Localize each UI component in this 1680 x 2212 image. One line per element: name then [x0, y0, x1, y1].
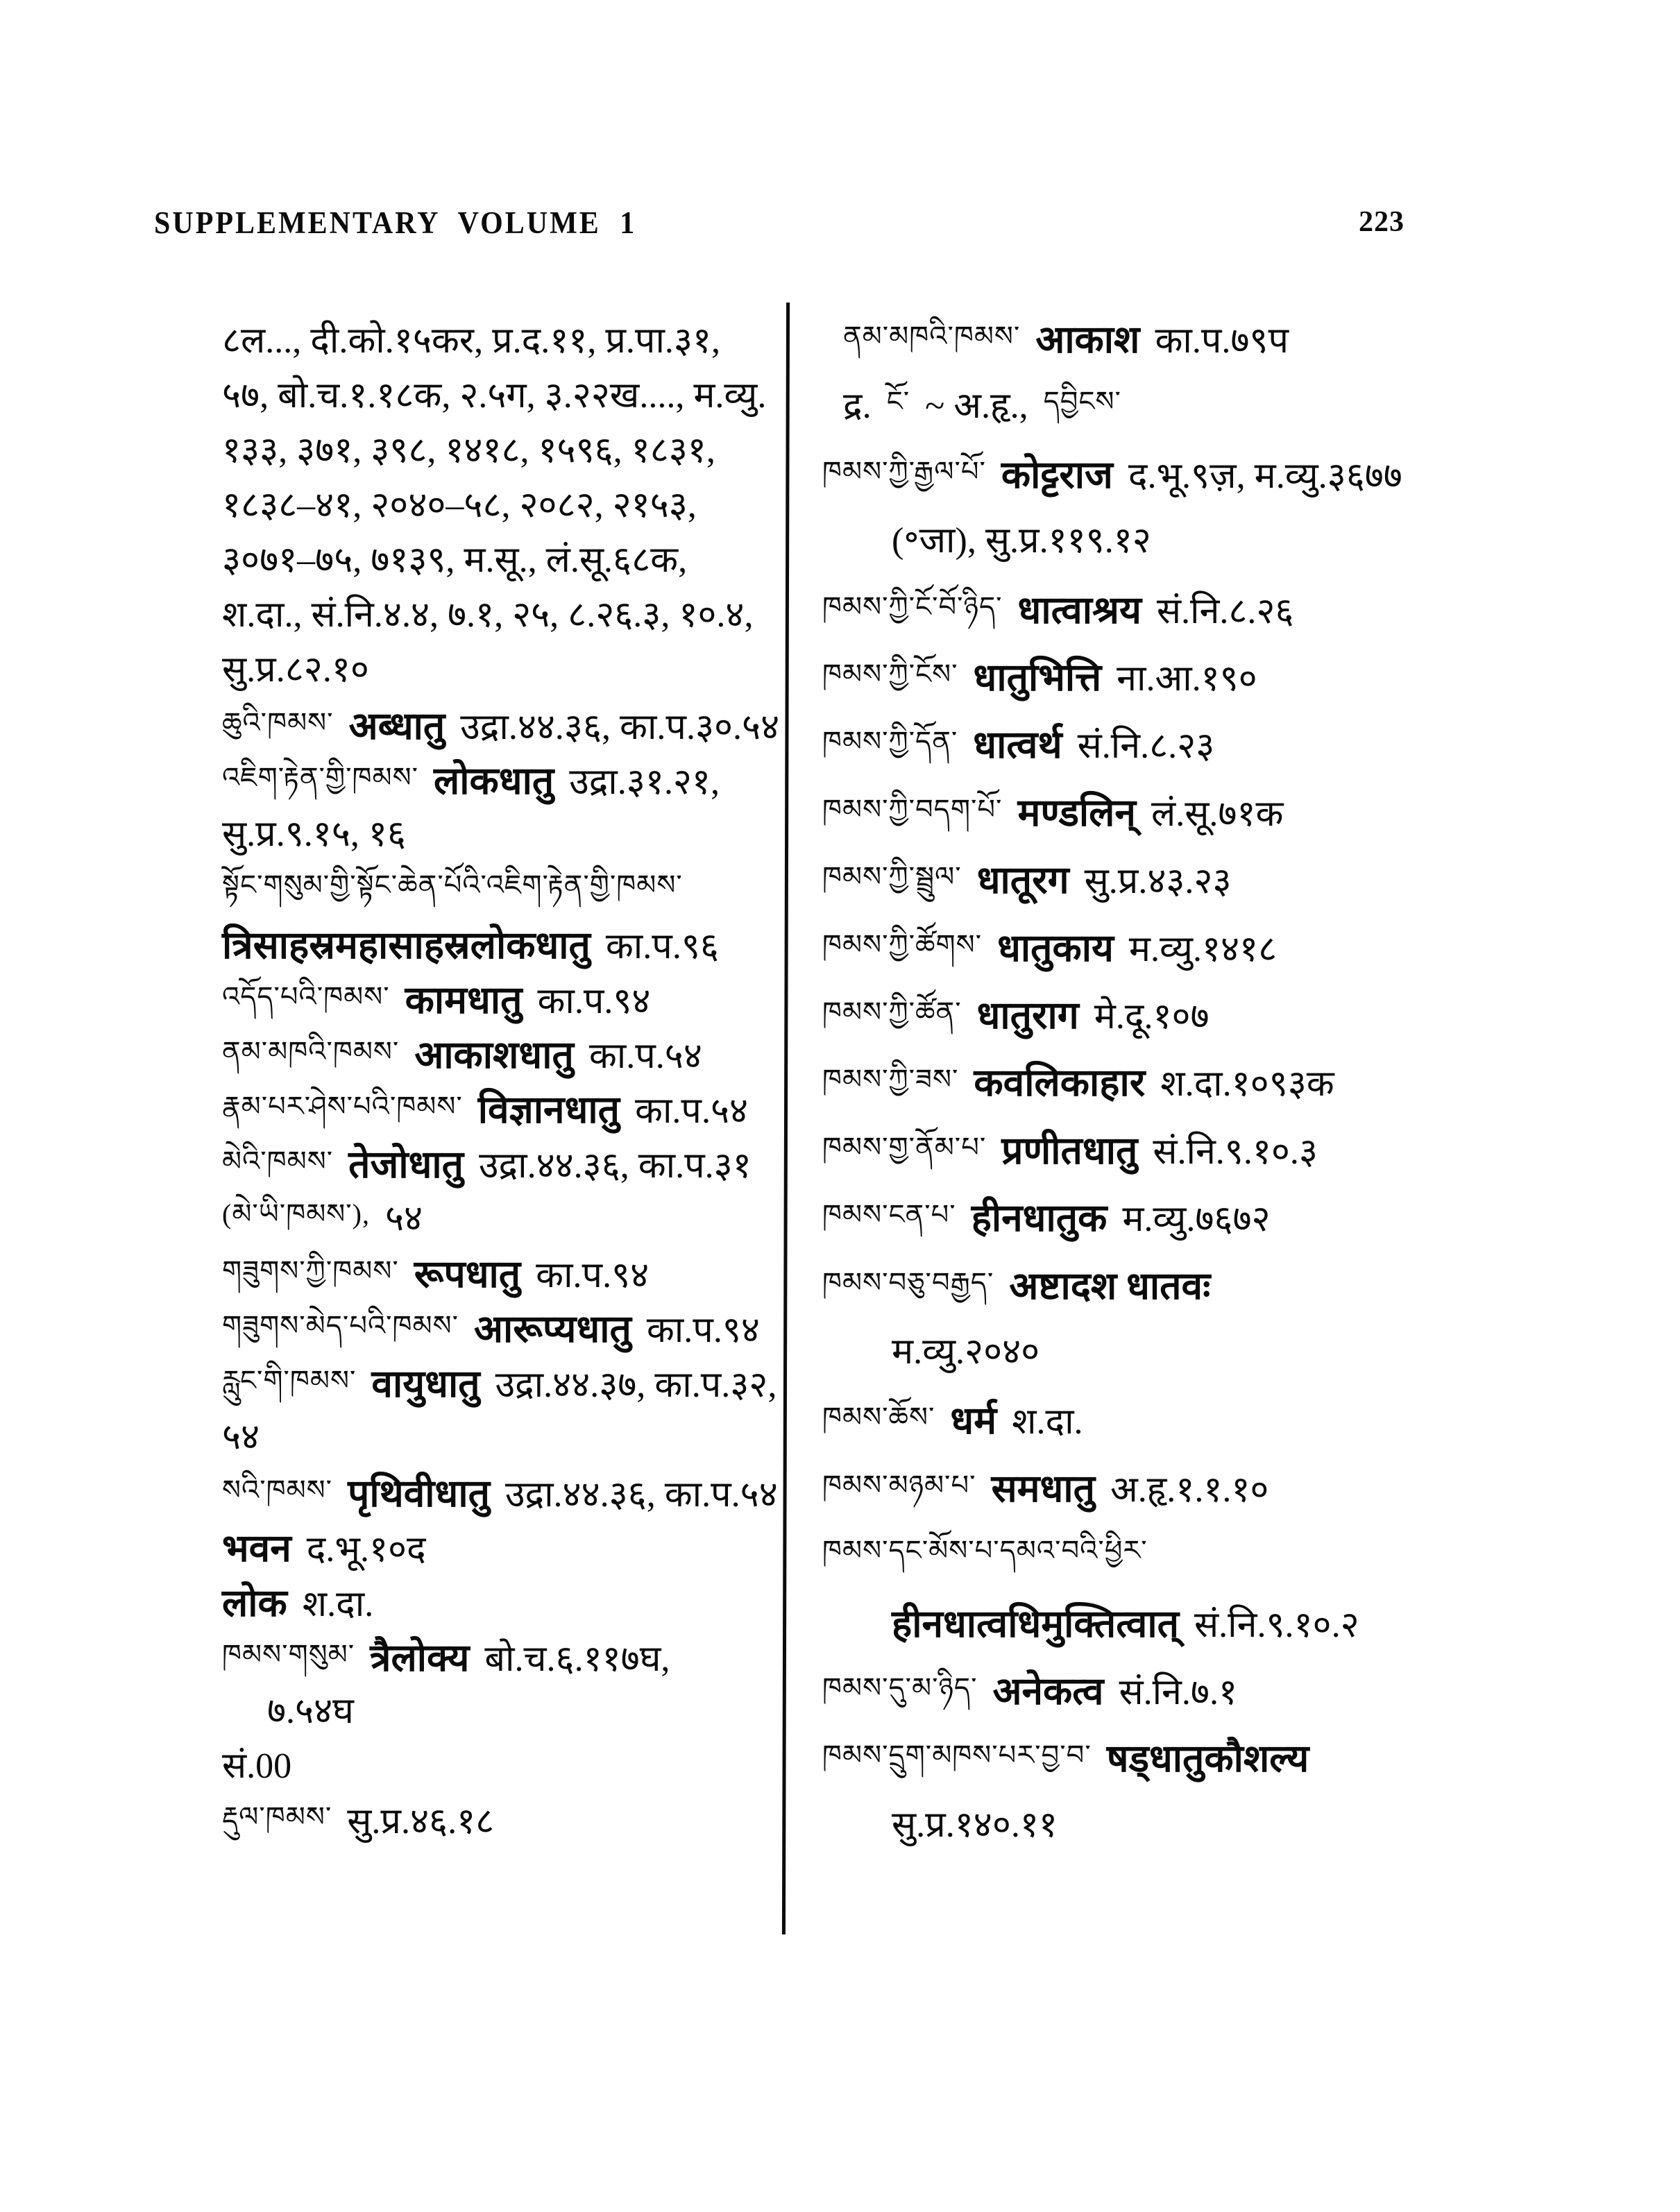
dictionary-line	[822, 1399, 1083, 1442]
reference-text: ७.५४घ	[267, 1692, 354, 1731]
dictionary-line	[822, 794, 1283, 833]
sanskrit-gloss: आकाशधातु	[414, 1034, 574, 1076]
sanskrit-gloss: धातुभित्ति	[973, 656, 1102, 699]
tibetan-headword: ཁམས་ཀྱི་ངོས་	[822, 658, 958, 690]
reference-text: सं.नि.९.१०.२	[1194, 1606, 1359, 1645]
dictionary-line	[222, 1310, 760, 1349]
sanskrit-gloss: धातुराग	[976, 994, 1079, 1037]
dictionary-line	[822, 861, 1231, 900]
sanskrit-gloss: अब्धातु	[348, 705, 446, 747]
sanskrit-gloss: धात्वाश्रय	[1017, 589, 1142, 631]
dictionary-line	[822, 929, 1277, 968]
column-divider-rule	[782, 303, 790, 1934]
reference-text: श.दा.१०९३क	[1160, 1064, 1334, 1104]
reference-text: ना.आ.१९०	[1117, 659, 1257, 699]
reference-text: ८ल..., दी.को.१५कर, प्र.द.११, प्र.पा.३१,	[222, 321, 721, 361]
tibetan-headword: སའི་ཁམས་	[222, 1474, 333, 1506]
reference-text: श.दा.	[1012, 1402, 1083, 1442]
sanskrit-gloss: तेजोधातु	[348, 1143, 464, 1186]
dictionary-line	[222, 1746, 292, 1786]
tibetan-headword: ཁམས་ཀྱི་དོན་	[822, 726, 958, 757]
reference-text: श.दा., सं.नि.४.४, ७.१, २५, ८.२६.३, १०.४,	[222, 595, 754, 635]
tibetan-headword: ཁམས་ངན་པ་	[822, 1199, 956, 1230]
reference-text: का.प.७९प	[1155, 321, 1289, 361]
dictionary-line	[822, 658, 1257, 697]
sanskrit-gloss: त्रैलोक्य	[370, 1637, 470, 1679]
dictionary-line	[222, 817, 406, 853]
tibetan-headword: ཁམས་ཀྱི་ངོ་བོ་ཉིད་	[822, 591, 1003, 622]
reference-text: सु.प्र.१४०.११	[892, 1805, 1058, 1845]
sanskrit-gloss: प्रणीतधातु	[1001, 1130, 1138, 1172]
dictionary-line	[222, 1036, 702, 1075]
reference-text: का.प.५४	[635, 1091, 749, 1131]
reference-text: श.दा.	[302, 1585, 374, 1624]
reference-text: उद्रा.४४.३७, का.प.३२,	[495, 1366, 777, 1405]
dictionary-line	[222, 1803, 494, 1840]
reference-text: सु.प्र.८२.१०	[222, 650, 369, 690]
tibetan-headword: རྡུལ་ཁམས་	[222, 1801, 332, 1832]
reference-text: ५७, बो.च.१.१८क, २.५ग, ३.२२ख...., म.व्यु.	[222, 376, 767, 416]
dictionary-line	[222, 707, 779, 746]
tibetan-headword: ཁམས་དུ་མ་ཉིད་	[822, 1672, 978, 1703]
sanskrit-gloss: हीनधात्वधिमुक्तित्वात्	[892, 1603, 1179, 1645]
sanskrit-gloss: आरूप्यधातु	[474, 1308, 631, 1350]
tibetan-headword: གཟུགས་མེད་པའི་ཁམས་	[222, 1310, 459, 1341]
reference-text: १८३८–४१, २०४०–५८, २०८२, २१५३,	[222, 486, 697, 525]
reference-text: उद्रा.३१.२१,	[569, 763, 720, 802]
dictionary-line	[222, 871, 683, 904]
dictionary-line	[222, 1255, 649, 1294]
tibetan-headword: རྣམ་པར་ཤེས་པའི་ཁམས་	[222, 1091, 463, 1122]
tibetan-headword: ཁམས་གྱ་ནོམ་པ་	[822, 1132, 987, 1163]
dictionary-line	[822, 1064, 1334, 1103]
reference-text: ~ अ.हृ.,	[925, 386, 1028, 426]
dictionary-line	[822, 1537, 1148, 1569]
tibetan-headword: ངོ་	[886, 386, 910, 417]
reference-text: बो.च.६.११७घ,	[484, 1640, 670, 1679]
sanskrit-gloss: षड्धातुकौशल्य	[1106, 1737, 1309, 1780]
reference-text: द्र.	[843, 386, 872, 426]
reference-text: लं.सू.७१क	[1151, 794, 1284, 834]
tibetan-headword: (མེ་ཡི་ཁམས་),	[222, 1198, 371, 1230]
dictionary-line	[222, 488, 697, 524]
reference-text: ५४	[385, 1199, 423, 1239]
reference-text: उद्रा.४४.३६, का.प.३१	[479, 1146, 752, 1186]
reference-text: द.भू.९ज़, म.व्यु.३६७७	[1128, 457, 1402, 496]
reference-text: मे.दू.१०७	[1094, 997, 1210, 1037]
dictionary-line	[222, 1639, 670, 1678]
tibetan-headword: ཁམས་མཉམ་པ་	[822, 1470, 976, 1501]
reference-text: म.व्यु.७६७२	[1122, 1200, 1271, 1239]
sanskrit-gloss: त्रिसाहस्रमहासाहस्रलोकधातु	[222, 924, 591, 967]
sanskrit-gloss: समधातु	[991, 1467, 1095, 1510]
dictionary-line	[222, 652, 369, 688]
dictionary-line	[222, 543, 687, 579]
tibetan-headword: ཁམས་དང་མོས་པ་དམའ་བའི་ཕྱིར་	[822, 1535, 1148, 1566]
dictionary-line	[222, 981, 650, 1020]
tibetan-headword: ཁམས་ཀྱི་སྦྲུལ་	[822, 861, 962, 892]
dictionary-line	[222, 1365, 777, 1404]
tibetan-headword: ཁམས་ཀྱི་ཚོན་	[822, 996, 962, 1028]
tibetan-headword: དབྱིངས་	[1043, 386, 1121, 417]
reference-text: का.प.९४	[537, 982, 651, 1021]
volume-title: SUPPLEMENTARY VOLUME 1	[154, 206, 637, 241]
sanskrit-gloss: हीनधातुक	[971, 1197, 1108, 1239]
dictionary-line	[222, 1143, 752, 1186]
reference-text: म.व्यु.१४१८	[1128, 930, 1278, 969]
reference-text: का.प.९६	[605, 927, 719, 967]
dictionary-line	[892, 1334, 1040, 1370]
sanskrit-gloss: कोट्टराज	[1001, 454, 1113, 496]
reference-text: सं.नि.८.२३	[1077, 726, 1215, 766]
sanskrit-gloss: रूपधातु	[414, 1253, 521, 1295]
tibetan-headword: མེའི་ཁམས་	[222, 1146, 334, 1177]
reference-text: सं.नि.७.१	[1119, 1673, 1237, 1712]
dictionary-line	[822, 1739, 1309, 1778]
sanskrit-gloss: विज्ञानधातु	[477, 1089, 620, 1131]
dictionary-line	[222, 1584, 373, 1623]
dictionary-line	[222, 597, 753, 633]
sanskrit-gloss: लोकधातु	[434, 760, 554, 802]
tibetan-headword: ཁམས་ཀྱི་ཚོགས་	[822, 929, 983, 960]
sanskrit-gloss: वायुधातु	[371, 1363, 480, 1405]
reference-text: उद्रा.४४.३६, का.प.३०.५४	[460, 708, 780, 747]
tibetan-headword: སྟོང་གསུམ་གྱི་སྟོང་ཆེན་པོའི་འཇིག་རྟེན་གྱི་ཁམས་	[222, 869, 683, 901]
reference-text: उद्रा.४४.३६, का.प.५४	[504, 1475, 778, 1515]
tibetan-headword: ནམ་མཁའི་ཁམས་	[843, 321, 1021, 352]
tibetan-headword: ཆུའི་ཁམས་	[222, 707, 334, 738]
dictionary-line	[822, 456, 1402, 495]
reference-text: अ.हृ.१.१.१०	[1110, 1470, 1269, 1510]
reference-text: सु.प्र.४६.१८	[347, 1802, 495, 1841]
sanskrit-gloss: धातूरग	[976, 859, 1069, 901]
dictionary-line	[892, 523, 1151, 559]
dictionary-line	[822, 1267, 1210, 1305]
tibetan-headword: ཁམས་ཀྱི་ཟས་	[822, 1064, 959, 1095]
dictionary-line	[222, 323, 720, 359]
dictionary-line	[822, 1672, 1237, 1711]
sanskrit-gloss: अनेकत्व	[992, 1670, 1104, 1712]
tibetan-headword: ཁམས་ཀྱི་རྒྱལ་པོ་	[822, 456, 986, 487]
reference-text: द.भू.१०द	[306, 1530, 426, 1569]
reference-text: सं.00	[222, 1746, 292, 1786]
dictionary-line	[843, 318, 1289, 361]
reference-text: का.प.९४	[536, 1256, 650, 1295]
sanskrit-gloss: आकाश	[1035, 318, 1140, 361]
dictionary-line	[822, 726, 1214, 765]
dictionary-line	[267, 1694, 354, 1730]
tibetan-headword: ཁམས་བཅུ་བརྒྱད་	[822, 1267, 994, 1298]
dictionary-line	[222, 433, 715, 469]
reference-text: ३०७१–७५, ७१३९, म.सू., लं.सू.६८क,	[222, 541, 688, 580]
tibetan-headword: ཁམས་ཀྱི་བདག་པོ་	[822, 794, 1003, 825]
tibetan-headword: གཟུགས་ཀྱི་ཁམས་	[222, 1255, 399, 1286]
page-number: 223	[1359, 206, 1405, 238]
sanskrit-gloss: भवन	[222, 1527, 291, 1569]
dictionary-line	[822, 591, 1293, 630]
sanskrit-gloss: मण्डलिन्	[1017, 792, 1136, 834]
tibetan-headword: ཁམས་དྲུག་མཁས་པར་བྱ་བ་	[822, 1739, 1092, 1771]
sanskrit-gloss: धर्म	[950, 1399, 997, 1442]
dictionary-line	[222, 1420, 260, 1456]
tibetan-headword: འཇིག་རྟེན་གྱི་ཁམས་	[222, 762, 418, 793]
reference-text: ५४	[222, 1418, 260, 1457]
tibetan-headword: རླུང་གི་ཁམས་	[222, 1365, 357, 1396]
tibetan-headword: ཁམས་ཆོས་	[822, 1402, 935, 1433]
dictionary-line	[822, 1199, 1271, 1238]
dictionary-line	[892, 1605, 1359, 1644]
dictionary-line	[822, 996, 1210, 1035]
reference-text: सु.प्र.९.१५, १६	[222, 815, 406, 854]
dictionary-line	[222, 1529, 426, 1568]
sanskrit-gloss: लोक	[222, 1582, 287, 1624]
sanskrit-gloss: अष्टादश धातवः	[1009, 1265, 1211, 1307]
dictionary-line	[892, 1807, 1058, 1844]
reference-text: म.व्यु.२०४०	[892, 1332, 1040, 1372]
sanskrit-gloss: धात्वर्थ	[973, 724, 1062, 766]
reference-text: १३३, ३७१, ३९८, १४१८, १५९६, १८३१,	[222, 431, 715, 470]
reference-text: का.प.९४	[646, 1311, 760, 1350]
dictionary-line	[222, 1200, 423, 1237]
dictionary-line	[222, 1091, 748, 1130]
dictionary-line	[822, 1132, 1318, 1171]
dictionary-line	[222, 1474, 778, 1513]
sanskrit-gloss: पृथिवीधातु	[348, 1472, 490, 1515]
sanskrit-gloss: कवलिकाहार	[974, 1062, 1146, 1104]
dictionary-line	[222, 762, 720, 801]
sanskrit-gloss: धातुकाय	[997, 927, 1114, 969]
reference-text: सु.प्र.४३.२३	[1084, 862, 1232, 901]
tibetan-headword: འདོད་པའི་ཁམས་	[222, 981, 390, 1012]
tibetan-headword: ནམ་མཁའི་ཁམས་	[222, 1036, 400, 1067]
reference-text: का.प.५४	[588, 1037, 702, 1076]
dictionary-line	[222, 926, 719, 965]
dictionary-line	[822, 1467, 1269, 1510]
tibetan-headword: ཁམས་གསུམ་	[222, 1639, 355, 1670]
dictionary-line	[222, 378, 766, 414]
dictionary-line	[843, 388, 1121, 425]
reference-text: सं.नि.९.१०.३	[1153, 1132, 1318, 1172]
reference-text: (॰जा), सु.प्र.११९.१२	[892, 521, 1151, 561]
reference-text: सं.नि.८.२६	[1156, 592, 1294, 631]
sanskrit-gloss: कामधातु	[405, 979, 523, 1021]
